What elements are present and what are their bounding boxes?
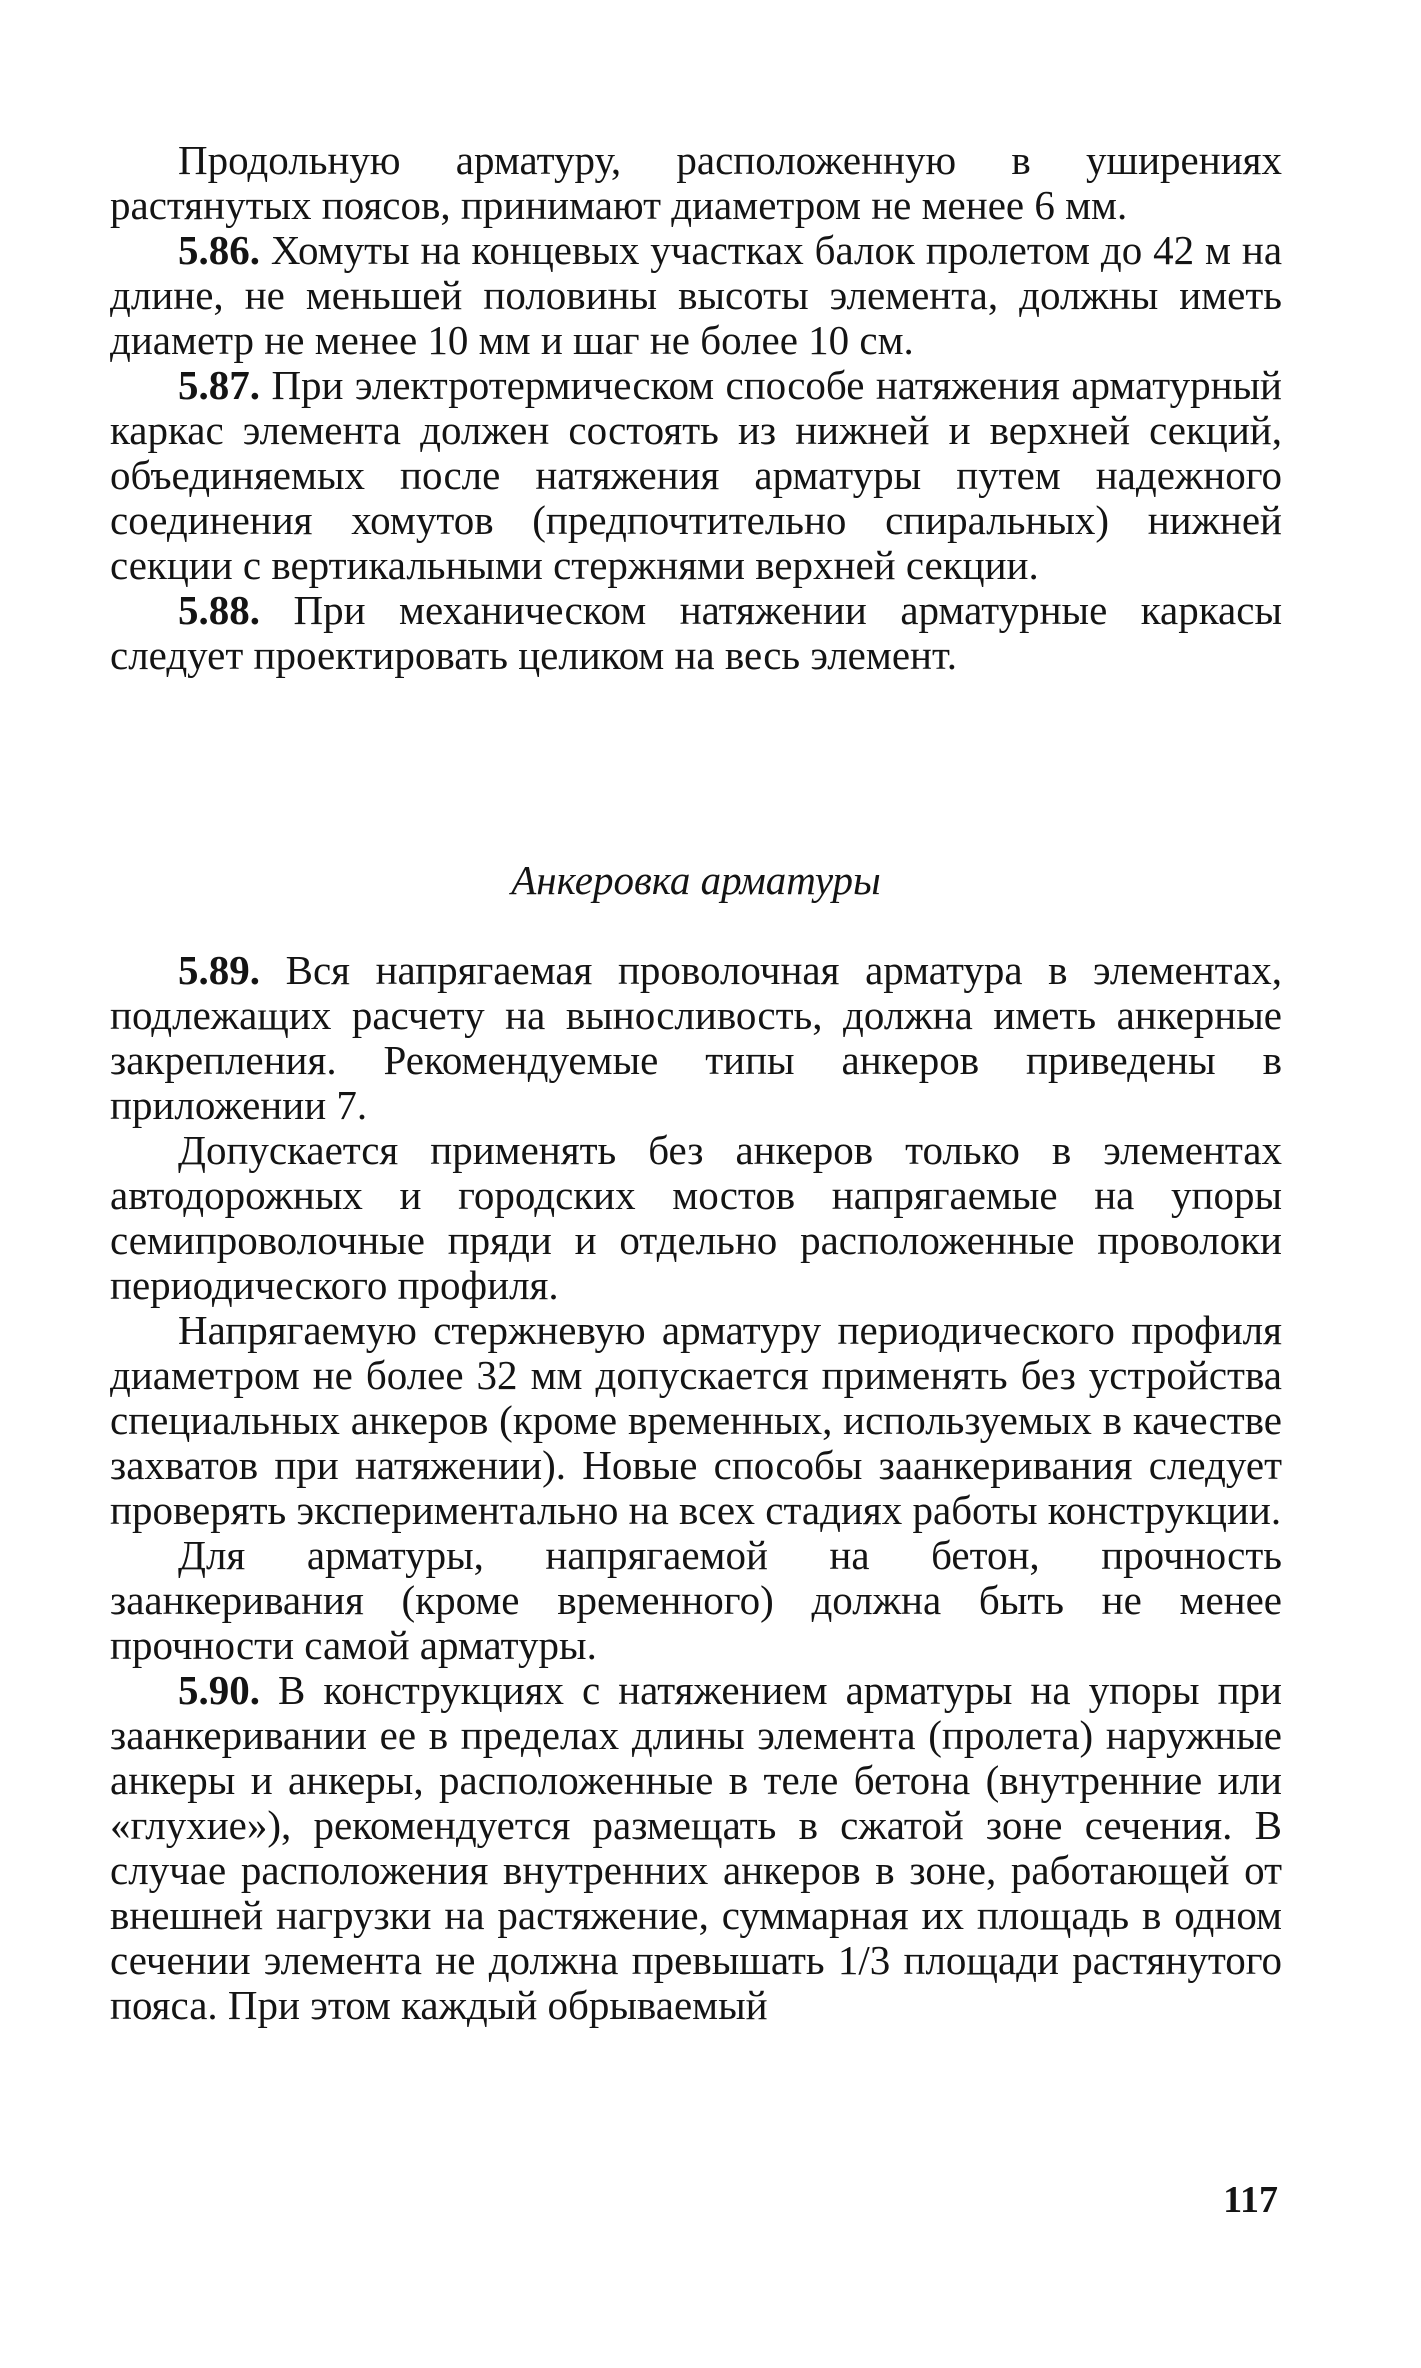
paragraph-number: 5.86. (178, 227, 260, 273)
paragraph-text: Продольную арматуру, расположенную в уширениях растянутых поясов, принимают диаметром не менее 6 мм. (110, 137, 1282, 228)
bottom-text-block (110, 948, 1282, 2028)
paragraph-text: Напрягаемую стержневую арматуру периодического профиля диаметром не более 32 мм допускается применять без устройства специальных анкеров (кроме временных, используемых в качестве захватов при натяжении). Новые способы заанкеривания следует проверять экспериментально на всех стадиях работы конструкции. (110, 1307, 1282, 1533)
paragraph-text: Вся напрягаемая проволочная арматура в элементах, подлежащих расчету на выносливость, должна иметь анкерные закрепления. Рекомендуемые типы анкеров приведены в приложении 7. (110, 947, 1283, 1128)
paragraph (110, 588, 1282, 678)
paragraph (110, 363, 1282, 588)
top-text-block (110, 138, 1282, 678)
paragraph-text: Допускается применять без анкеров только в элементах автодорожных и городских мостов напрягаемые на упоры семипроволочные пряди и отдельно расположенные проволоки периодического профиля. (110, 1127, 1282, 1308)
paragraph (110, 1533, 1282, 1668)
paragraph-number: 5.89. (178, 947, 260, 993)
paragraph-text: В конструкциях с натяжением арматуры на упоры при заанкеривании ее в пределах длины элемента (пролета) наружные анкеры и анкеры, расположенные в теле бетона (внутренние или «глухие»), рекомендуется размещать в сжатой зоне сечения. В случае расположения внутренних анкеров в зоне, работающей от внешней нагрузки на растяжение, суммарная их площадь в одном сечении элемента не должна превышать 1/3 площади растянутого пояса. При этом каждый обрываемый (110, 1667, 1283, 2028)
paragraph-number: 5.90. (178, 1667, 260, 1713)
paragraph (110, 1128, 1282, 1308)
paragraph-number: 5.88. (178, 587, 260, 633)
paragraph-text: При электротермическом способе натяжения арматурный каркас элемента должен состоять из нижней и верхней секций, объединяемых после натяжения арматуры путем надежного соединения хомутов (предпочтительно спиральных) нижней секции с вертикальными стержнями верхней секции. (110, 362, 1283, 588)
paragraph (110, 1668, 1282, 2028)
paragraph-text: Хомуты на концевых участках балок пролетом до 42 м на длине, не меньшей половины высоты элемента, должны иметь диаметр не менее 10 мм и шаг не более 10 см. (110, 227, 1283, 363)
paragraph (110, 228, 1282, 363)
paragraph (110, 1308, 1282, 1533)
page-number: 117 (1223, 2179, 1278, 2221)
paragraph-text: При механическом натяжении арматурные каркасы следует проектировать целиком на весь элемент. (110, 587, 1282, 678)
section-heading: Анкеровка арматуры (511, 857, 881, 903)
paragraph (110, 138, 1282, 228)
paragraph-number: 5.87. (178, 362, 260, 408)
paragraph (110, 948, 1282, 1128)
paragraph-text: Для арматуры, напрягаемой на бетон, прочность заанкеривания (кроме временного) должна быть не менее прочности самой арматуры. (110, 1532, 1282, 1668)
